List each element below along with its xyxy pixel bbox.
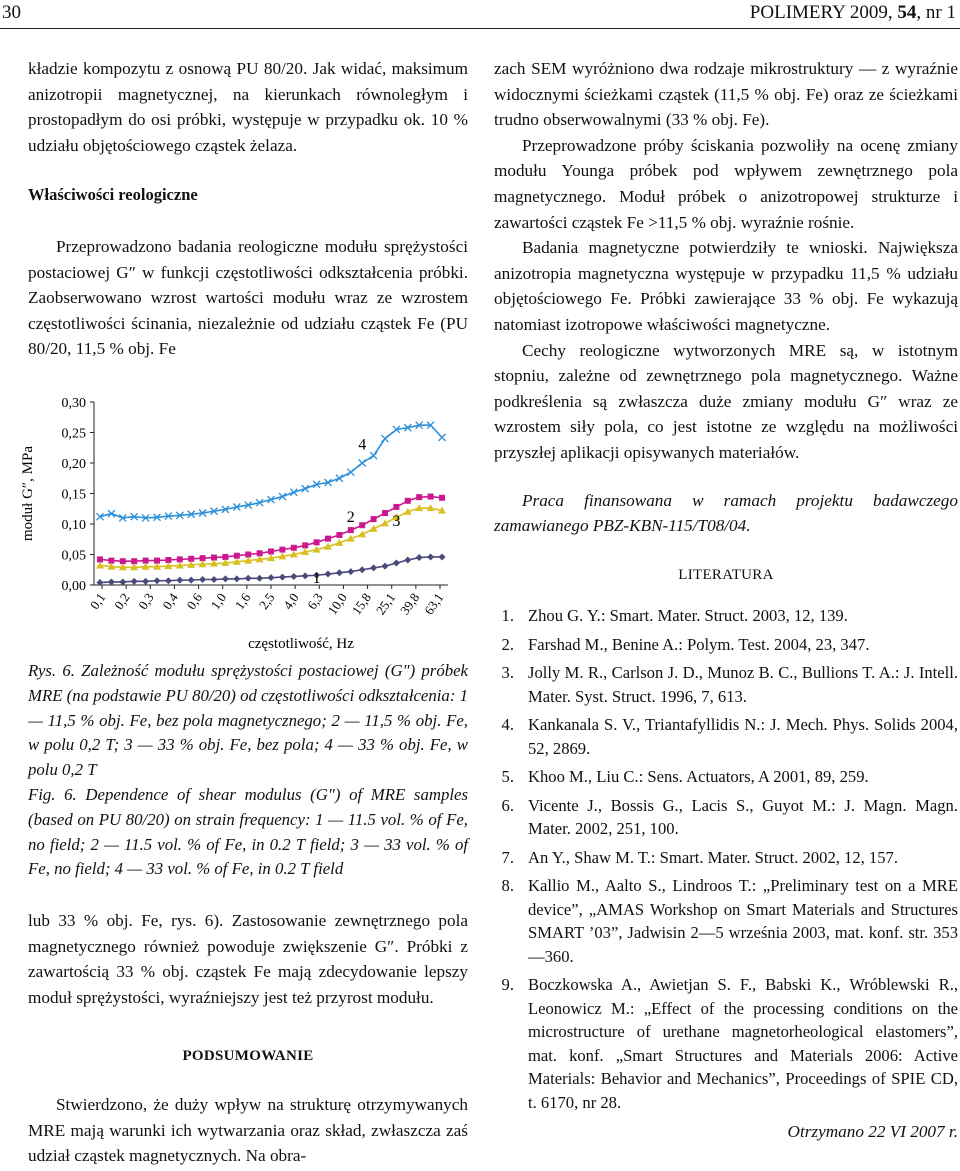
data-point bbox=[245, 575, 252, 582]
section-heading: PODSUMOWANIE bbox=[182, 1048, 314, 1065]
y-tick-label: 0,15 bbox=[61, 487, 86, 503]
data-point bbox=[154, 558, 160, 564]
x-tick-label: 63,1 bbox=[421, 590, 447, 618]
paragraph: lub 33 % obj. Fe, rys. 6). Zastosowanie zewnętrznego pola magnetycznego również powoduje zwiększenie G″. Próbki z zawartością 33 % obj. cząstek Fe mają zdecydowanie lepszy moduł sprężystości, wyraźniejszy jest też przyrost modułu. bbox=[28, 911, 468, 1007]
data-point bbox=[176, 577, 183, 584]
figure-caption bbox=[28, 659, 468, 882]
data-point bbox=[143, 558, 149, 564]
y-tick-label: 0,05 bbox=[61, 548, 86, 564]
data-point bbox=[245, 552, 251, 558]
y-axis-label: moduł G″, MPa bbox=[20, 445, 36, 542]
data-point bbox=[165, 557, 171, 563]
paragraph: Cechy reologiczne wytworzonych MRE są, w istotnym stopniu, zależne od zewnętrznego pola magnetycznego. Ważne podkreślenia są zwłaszcza duże zmiany modułu G″ wraz ze wzrostem siły pola, co jest istotne ze względu na możliwości przyszłej aplikacji opisywanych materiałów. bbox=[494, 340, 958, 462]
data-point bbox=[370, 564, 377, 571]
paragraph: Stwierdzono, że duży wpływ na strukturę otrzymywanych MRE mają warunki ich wytwarzania oraz skład, zwłaszcza zaś udział cząstek magnetycznych. Na obra- bbox=[28, 1094, 468, 1166]
data-point bbox=[234, 553, 240, 559]
data-point bbox=[371, 516, 377, 522]
reference-text: Kallio M., Aalto S., Lindroos T.: „Preliminary test on a MRE device”, „AMAS Workshop on Smart Materials and Structures SMART ’03”, Jadwisin 2—5 września 2003, mat. konf. str. 353—360. bbox=[528, 876, 958, 966]
data-point bbox=[381, 519, 389, 526]
data-point bbox=[439, 434, 446, 441]
x-tick-label: 0,3 bbox=[135, 590, 157, 613]
data-point bbox=[427, 553, 434, 560]
data-point bbox=[302, 572, 309, 579]
reference-number: 8. bbox=[501, 876, 514, 896]
x-tick-label: 2,5 bbox=[255, 590, 278, 613]
data-point bbox=[416, 554, 423, 561]
reference-number: 5. bbox=[501, 767, 514, 787]
left-column-top bbox=[28, 56, 468, 362]
caption-en: Fig. 6. Dependence of shear modulus (G″) of MRE samples (based on PU 80/20) on strain frequency: 1 — 11.5 vol. % of Fe, no field; 2 — 11.5 vol. % of Fe, in 0.2 T field; 3 — 33 vol. % of Fe, no field; 4 — 33 vol. % of Fe, in 0.2 T field bbox=[28, 784, 468, 879]
reference-item bbox=[494, 633, 958, 657]
data-point bbox=[428, 494, 434, 500]
reference-text: Vicente J., Bossis G., Lacis S., Guyot M.: J. Magn. Magn. Mater. 2002, 251, 100. bbox=[528, 795, 958, 839]
chart-svg bbox=[10, 380, 470, 655]
reference-number: 4. bbox=[501, 715, 514, 735]
data-point bbox=[325, 571, 332, 578]
reference-text: Jolly M. R., Carlson J. D., Munoz B. C., Bullions T. A.: J. Intell. Mater. Syst. Struct. 1996, 7, 613. bbox=[528, 663, 958, 706]
data-point bbox=[404, 556, 411, 563]
y-tick-label: 0,30 bbox=[61, 396, 86, 411]
data-point bbox=[382, 435, 389, 442]
reference-item bbox=[494, 874, 958, 968]
data-point bbox=[325, 536, 331, 542]
section-heading: Właściwości reologiczne bbox=[28, 185, 198, 205]
reference-item bbox=[494, 604, 958, 628]
y-tick-label: 0,20 bbox=[61, 457, 86, 472]
y-tick-label: 0,00 bbox=[61, 579, 86, 594]
y-tick-label: 0,25 bbox=[61, 426, 86, 442]
reference-text: Kankanala S. V., Triantafyllidis N.: J. Mech. Phys. Solids 2004, 52, 2869. bbox=[528, 715, 958, 758]
reference-text: Zhou G. Y.: Smart. Mater. Struct. 2003, 12, 139. bbox=[528, 606, 848, 626]
reference-number: 2. bbox=[501, 634, 514, 654]
data-point bbox=[108, 558, 114, 564]
x-tick-label: 6,3 bbox=[304, 590, 326, 613]
data-point bbox=[233, 575, 240, 582]
data-point bbox=[199, 576, 206, 583]
data-point bbox=[290, 573, 297, 580]
paragraph: Przeprowadzono badania reologiczne modułu sprężystości postaciowej G″ w funkcji częstotliwości odkształcenia próbki. Zaobserwowano wzrost wartości modułu wraz ze wzrostem częstotliwości ścinania, niezależnie od udziału cząstek Fe (PU 80/20, 11,5 % obj. Fe bbox=[28, 236, 468, 359]
x-tick-label: 25,1 bbox=[372, 590, 399, 618]
reference-text: Boczkowska A., Awietjan S. F., Babski K., Wróblewski R., Leonowicz M.: „Effect of the processing conditions on the microstructure of urethane magnetorheological elastomers”, mat. konf. „Smart Structures and Materials 2006: Active Materials: Behavior and Mechanics”, Proceedings of SPIE CD, t. 6170, nr 28. bbox=[528, 975, 958, 1112]
x-tick-label: 1,0 bbox=[207, 590, 230, 613]
series-label: 2 bbox=[346, 509, 355, 527]
data-point bbox=[302, 542, 308, 548]
series-label: 1 bbox=[312, 570, 321, 588]
data-point bbox=[336, 532, 342, 538]
x-tick-label: 0,2 bbox=[110, 590, 133, 613]
x-tick-label: 1,6 bbox=[231, 590, 254, 613]
caption-pl: Rys. 6. Zależność modułu sprężystości postaciowej (G″) próbek MRE (na podstawie PU 80/20) od częstotliwości odkształcenia: 1 — 11,5 % obj. Fe, bez pola magnetycznego; 2 — 11,5 % obj. Fe, w polu 0,2 T; 3 — 33 % obj. Fe, bez pola; 4 — 33 % obj. Fe, w polu 0,2 T bbox=[28, 661, 468, 780]
data-point bbox=[370, 452, 377, 459]
data-point bbox=[359, 460, 366, 467]
reference-number: 7. bbox=[501, 847, 514, 867]
data-point bbox=[439, 553, 446, 560]
data-point bbox=[382, 510, 388, 516]
data-point bbox=[211, 555, 217, 561]
x-tick-label: 4,0 bbox=[279, 590, 302, 613]
data-point bbox=[416, 494, 422, 500]
reference-number: 1. bbox=[501, 606, 514, 626]
funding-note: Praca finansowana w ramach projektu badawczego zamawianego PBZ-KBN-115/T08/04. bbox=[494, 490, 958, 536]
paragraph: kładzie kompozytu z osnową PU 80/20. Jak widać, maksimum anizotropii magnetycznej, na kierunkach równoległym i prostopadłym do osi próbki, występuje w przypadku ok. 10 % udziału objętościowego cząstek żelaza. bbox=[28, 59, 468, 155]
data-point bbox=[188, 577, 195, 584]
data-point bbox=[108, 578, 115, 585]
data-point bbox=[347, 568, 354, 575]
paragraph: zach SEM wyróżniono dwa rodzaje mikrostruktury — z wyraźnie widocznymi ścieżkami cząstek (11,5 % obj. Fe) oraz ze ścieżkami trudno obserwowalnymi (33 % obj. Fe). bbox=[494, 59, 958, 130]
reference-item bbox=[494, 846, 958, 870]
references-list bbox=[494, 604, 958, 1114]
data-point bbox=[119, 578, 126, 585]
data-point bbox=[393, 504, 399, 510]
data-point bbox=[177, 556, 183, 562]
reference-text: Farshad M., Benine A.: Polym. Test. 2004, 23, 347. bbox=[528, 634, 870, 654]
data-point bbox=[291, 545, 297, 551]
data-point bbox=[314, 539, 320, 545]
reference-item bbox=[494, 973, 958, 1114]
x-tick-label: 0,1 bbox=[86, 590, 109, 613]
data-point bbox=[268, 574, 275, 581]
data-point bbox=[439, 495, 445, 501]
data-point bbox=[279, 547, 285, 553]
data-point bbox=[405, 498, 411, 504]
reference-item bbox=[494, 713, 958, 760]
y-tick-label: 0,10 bbox=[61, 518, 86, 533]
data-point bbox=[393, 560, 400, 567]
data-point bbox=[359, 522, 365, 528]
figure-6-chart bbox=[10, 380, 470, 655]
x-tick-label: 10,0 bbox=[324, 590, 350, 618]
references-heading: LITERATURA bbox=[678, 566, 774, 583]
left-column-bottom bbox=[28, 908, 468, 1169]
data-point bbox=[131, 578, 138, 585]
received-date: Otrzymano 22 VI 2007 r. bbox=[787, 1122, 958, 1142]
data-point bbox=[222, 554, 228, 560]
reference-text: An Y., Shaw M. T.: Smart. Mater. Struct. 2002, 12, 157. bbox=[528, 847, 898, 867]
reference-item bbox=[494, 661, 958, 708]
series-label: 4 bbox=[358, 436, 367, 454]
series-label: 3 bbox=[392, 512, 401, 530]
x-tick-label: 0,6 bbox=[183, 590, 206, 613]
data-point bbox=[279, 574, 286, 581]
data-point bbox=[222, 575, 229, 582]
x-axis-label: częstotliwość, Hz bbox=[248, 636, 354, 652]
data-point bbox=[165, 577, 172, 584]
right-column bbox=[494, 56, 958, 1145]
reference-item bbox=[494, 765, 958, 789]
data-point bbox=[359, 566, 366, 573]
data-point bbox=[348, 527, 354, 533]
page-number: 30 bbox=[2, 2, 21, 23]
paragraph: Badania magnetyczne potwierdziły te wnioski. Największa anizotropia magnetyczna występuje w przypadku 11,5 % udziału objętościowego Fe. Próbki zawierające 33 % obj. Fe wykazują natomiast izotropowe właściwości magnetyczne. bbox=[494, 238, 958, 334]
data-point bbox=[268, 548, 274, 554]
data-point bbox=[336, 475, 343, 482]
reference-item bbox=[494, 794, 958, 841]
journal-citation: POLIMERY 2009, 54, nr 1 bbox=[749, 2, 956, 23]
data-point bbox=[154, 577, 161, 584]
x-tick-label: 0,4 bbox=[159, 590, 181, 613]
running-header bbox=[0, 0, 960, 29]
reference-number: 6. bbox=[501, 795, 514, 815]
data-point bbox=[347, 469, 354, 476]
reference-number: 9. bbox=[501, 975, 514, 995]
reference-text: Khoo M., Liu C.: Sens. Actuators, A 2001, 89, 259. bbox=[528, 767, 869, 787]
data-point bbox=[256, 575, 263, 582]
x-tick-label: 15,8 bbox=[348, 590, 375, 618]
data-point bbox=[142, 578, 149, 585]
reference-number: 3. bbox=[501, 663, 514, 683]
data-point bbox=[97, 556, 103, 562]
data-point bbox=[211, 576, 218, 583]
data-point bbox=[336, 569, 343, 576]
paragraph: Przeprowadzone próby ściskania pozwoliły na ocenę zmiany modułu Younga próbek pod wpływem zewnętrznego pola magnetycznego. Moduł próbek o anizotropowej strukturze i zawartości cząstek Fe >11,5 % obj. wyraźnie rośnie. bbox=[494, 135, 958, 232]
data-point bbox=[382, 563, 389, 570]
x-tick-label: 39,8 bbox=[396, 590, 423, 618]
series-line-4 bbox=[100, 425, 442, 518]
